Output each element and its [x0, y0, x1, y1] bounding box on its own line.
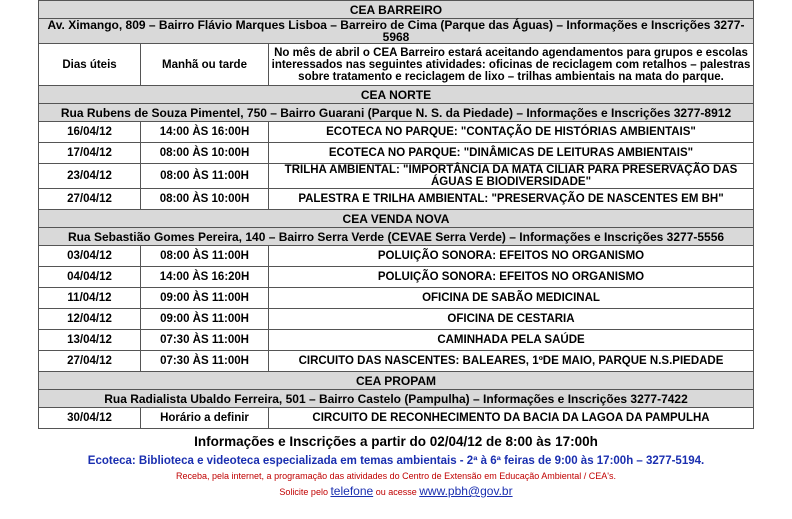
solicite-prefix: Solicite pelo	[279, 487, 328, 497]
row-activity: POLUIÇÃO SONORA: EFEITOS NO ORGANISMO	[269, 267, 754, 288]
norte-title-row	[39, 86, 754, 104]
row-activity: ECOTECA NO PARQUE: "DINÂMICAS DE LEITURAS AMBIENTAIS"	[269, 143, 754, 164]
row-activity: CIRCUITO DE RECONHECIMENTO DA BACIA DA LAGOA DA PAMPULHA	[269, 408, 754, 429]
schedule-table	[38, 0, 754, 429]
table-row	[39, 309, 754, 330]
row-activity: TRILHA AMBIENTAL: "IMPORTÂNCIA DA MATA CILIAR PARA PRESERVAÇÃO DAS ÁGUAS E BIODIVERSIDADE"	[269, 164, 754, 189]
row-time: 14:00 ÀS 16:20H	[141, 267, 269, 288]
barreiro-title: CEA BARREIRO	[39, 1, 754, 19]
row-time: 09:00 ÀS 11:00H	[141, 309, 269, 330]
barreiro-note: No mês de abril o CEA Barreiro estará aceitando agendamentos para grupos e escolas interessados nas seguintes atividades: oficinas de reciclagem com retalhos – palestras sobre tratamento e reciclagem de lixo – trilhas ambientais na mata do parque.	[269, 44, 754, 86]
row-activity: OFICINA DE CESTARIA	[269, 309, 754, 330]
propam-address-row	[39, 390, 754, 408]
table-row	[39, 122, 754, 143]
venda-nova-address-row	[39, 228, 754, 246]
row-date: 23/04/12	[39, 164, 141, 189]
venda-nova-title-row	[39, 210, 754, 228]
receba-info: Receba, pela internet, a programação das atividades do Centro de Extensão em Educação Ambiental / CEA's.	[176, 471, 616, 481]
ecoteca-info: Ecoteca: Biblioteca e videoteca especializada em temas ambientais - 2ª à 6ª feiras de 9:00 às 17:00h – 3277-5194.	[87, 455, 705, 467]
row-time: 07:30 ÀS 11:00H	[141, 351, 269, 372]
row-date: 11/04/12	[39, 288, 141, 309]
row-activity: ECOTECA NO PARQUE: "CONTAÇÃO DE HISTÓRIAS AMBIENTAIS"	[269, 122, 754, 143]
row-date: 03/04/12	[39, 246, 141, 267]
row-time: Horário a definir	[141, 408, 269, 429]
row-date: 27/04/12	[39, 351, 141, 372]
propam-title-row	[39, 372, 754, 390]
barreiro-address: Av. Ximango, 809 – Bairro Flávio Marques Lisboa – Barreiro de Cima (Parque das Águas) – Informações e Inscrições 3277-5968	[39, 19, 754, 44]
norte-title: CEA NORTE	[39, 86, 754, 104]
table-row	[39, 351, 754, 372]
norte-address: Rua Rubens de Souza Pimentel, 750 – Bairro Guarani (Parque N. S. da Piedade) – Informações e Inscrições 3277-8912	[39, 104, 754, 122]
table-row	[39, 408, 754, 429]
table-row	[39, 189, 754, 210]
solicite-line	[38, 484, 754, 498]
row-date: 17/04/12	[39, 143, 141, 164]
schedule-document	[38, 0, 754, 498]
period-header: Manhã ou tarde	[141, 44, 269, 86]
ou-acesse-text: ou acesse	[375, 487, 417, 497]
table-row	[39, 143, 754, 164]
row-time: 08:00 ÀS 10:00H	[141, 143, 269, 164]
table-row	[39, 330, 754, 351]
row-date: 13/04/12	[39, 330, 141, 351]
row-date: 04/04/12	[39, 267, 141, 288]
venda-nova-address: Rua Sebastião Gomes Pereira, 140 – Bairro Serra Verde (CEVAE Serra Verde) – Informações e Inscrições 3277-5556	[39, 228, 754, 246]
row-activity: OFICINA DE SABÃO MEDICINAL	[269, 288, 754, 309]
barreiro-header-row	[39, 44, 754, 86]
propam-address: Rua Radialista Ubaldo Ferreira, 501 – Bairro Castelo (Pampulha) – Informações e Inscrições 3277-7422	[39, 390, 754, 408]
row-time: 09:00 ÀS 11:00H	[141, 288, 269, 309]
barreiro-title-row	[39, 1, 754, 19]
barreiro-address-row	[39, 19, 754, 44]
row-activity: CAMINHADA PELA SAÚDE	[269, 330, 754, 351]
row-date: 30/04/12	[39, 408, 141, 429]
row-date: 27/04/12	[39, 189, 141, 210]
row-time: 08:00 ÀS 10:00H	[141, 189, 269, 210]
row-time: 08:00 ÀS 11:00H	[141, 246, 269, 267]
table-row	[39, 288, 754, 309]
row-time: 14:00 ÀS 16:00H	[141, 122, 269, 143]
row-date: 12/04/12	[39, 309, 141, 330]
telefone-link[interactable]: telefone	[330, 484, 374, 498]
row-activity: POLUIÇÃO SONORA: EFEITOS NO ORGANISMO	[269, 246, 754, 267]
days-header: Dias úteis	[39, 44, 141, 86]
row-activity: PALESTRA E TRILHA AMBIENTAL: "PRESERVAÇÃO DE NASCENTES EM BH"	[269, 189, 754, 210]
row-time: 08:00 ÀS 11:00H	[141, 164, 269, 189]
row-time: 07:30 ÀS 11:00H	[141, 330, 269, 351]
table-row	[39, 246, 754, 267]
norte-address-row	[39, 104, 754, 122]
table-row	[39, 267, 754, 288]
row-date: 16/04/12	[39, 122, 141, 143]
footer-main-info: Informações e Inscrições a partir do 02/04/12 de 8:00 às 17:00h	[194, 434, 598, 449]
propam-title: CEA PROPAM	[39, 372, 754, 390]
table-row	[39, 164, 754, 189]
row-activity: CIRCUITO DAS NASCENTES: BALEARES, 1ºDE MAIO, PARQUE N.S.PIEDADE	[269, 351, 754, 372]
venda-nova-title: CEA VENDA NOVA	[39, 210, 754, 228]
website-link[interactable]: www.pbh@gov.br	[419, 484, 513, 498]
